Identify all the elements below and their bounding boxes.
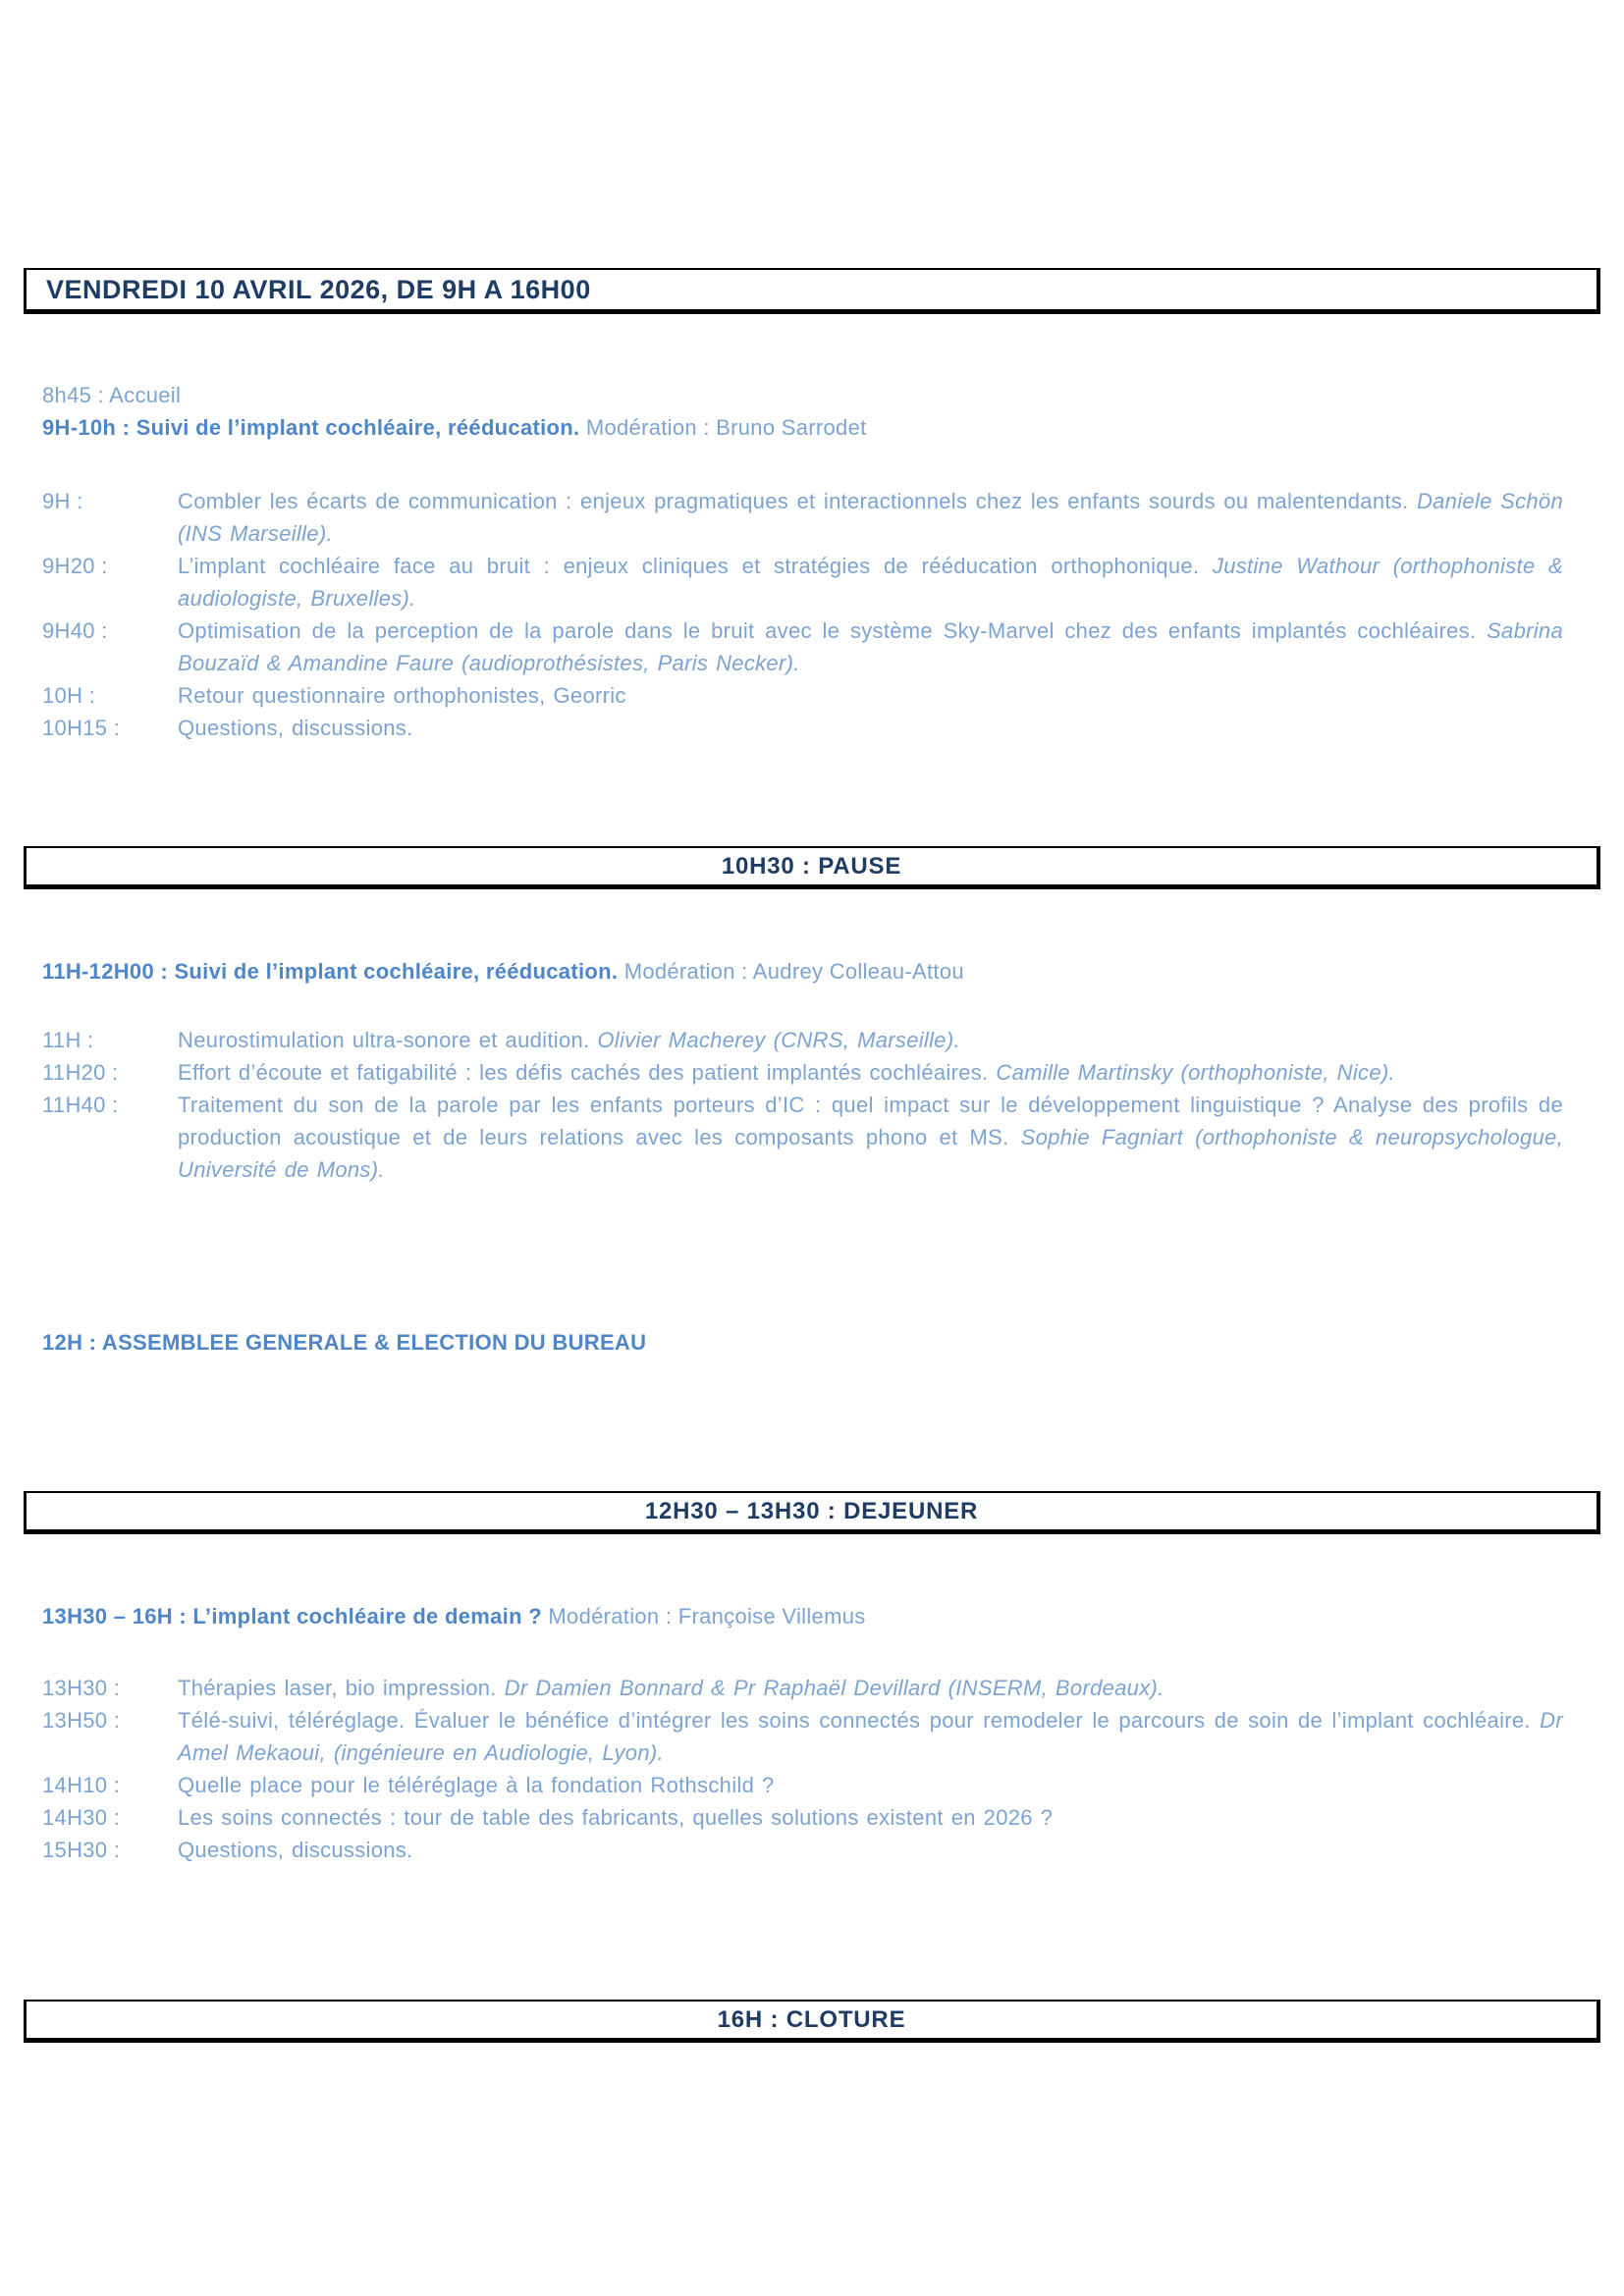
item-description: [178, 614, 1563, 679]
item-description: [178, 1834, 1563, 1866]
item-speaker: Olivier Macherey (CNRS, Marseille).: [597, 1028, 960, 1052]
item-speaker: Justine Wathour (orthophoniste & audiologiste, Bruxelles).: [178, 554, 1563, 611]
session-3-heading: [42, 1600, 1563, 1632]
session-2-heading: [42, 955, 1563, 988]
page-title: VENDREDI 10 AVRIL 2026, DE 9H A 16H00: [46, 274, 591, 304]
item-description: [178, 1024, 1563, 1056]
item-text: Traitement du son de la parole par les enfants porteurs d’IC : quel impact sur le développement linguistique ? Analyse des profils de production acoustique et de leurs relations avec les composants phono et MS.: [178, 1093, 1563, 1149]
item-text: Neurostimulation ultra-sonore et audition.: [178, 1028, 590, 1052]
item-time: 13H30 :: [42, 1676, 121, 1700]
session-2-heading-block: [42, 955, 1563, 988]
item-speaker: Sabrina Bouzaïd & Amandine Faure (audioprothésistes, Paris Necker).: [178, 618, 1564, 675]
session-3-schedule: [42, 1672, 1563, 1866]
assembly-block: [42, 1326, 1563, 1359]
schedule-item: [42, 1089, 1563, 1186]
item-time: 11H20 :: [42, 1060, 119, 1085]
item-time: 9H40 :: [42, 618, 108, 643]
assembly-line: 12H : ASSEMBLEE GENERALE & ELECTION DU BUREAU: [42, 1330, 647, 1355]
item-time: 10H :: [42, 683, 96, 708]
item-description: [178, 1769, 1563, 1801]
item-text: Combler les écarts de communication : enjeux pragmatiques et interactionnels chez les enfants sourds ou malentendants.: [178, 489, 1409, 513]
item-text: Quelle place pour le téléréglage à la fondation Rothschild ?: [178, 1773, 775, 1797]
item-description: [178, 1089, 1563, 1186]
item-time: 9H20 :: [42, 554, 108, 578]
pause-banner: [24, 846, 1600, 889]
schedule-item: [42, 1801, 1563, 1834]
item-text: Effort d’écoute et fatigabilité : les défis cachés des patient implantés cochléaires.: [178, 1060, 989, 1085]
item-description: [178, 550, 1563, 614]
schedule-item: [42, 1056, 1563, 1089]
session-1-moderation: Modération : Bruno Sarrodet: [585, 415, 867, 440]
item-time: 13H50 :: [42, 1708, 121, 1733]
schedule-item: [42, 1834, 1563, 1866]
item-text: Thérapies laser, bio impression.: [178, 1676, 497, 1700]
item-time: 15H30 :: [42, 1838, 121, 1862]
item-speaker: Dr Amel Mekaoui, (ingénieure en Audiologie, Lyon).: [178, 1708, 1563, 1765]
session-3-title: 13H30 – 16H : L’implant cochléaire de demain ?: [42, 1604, 542, 1629]
session-1-schedule: [42, 485, 1563, 744]
session-1-title: 9H-10h : Suivi de l’implant cochléaire, rééducation.: [42, 415, 580, 440]
session-3-moderation: Modération : Françoise Villemus: [548, 1604, 866, 1629]
item-time: 14H30 :: [42, 1805, 121, 1830]
schedule-item: [42, 1704, 1563, 1769]
item-description: [178, 1672, 1563, 1704]
item-text: Les soins connectés : tour de table des fabricants, quelles solutions existent en 2026 ?: [178, 1805, 1054, 1830]
item-speaker: Sophie Fagniart (orthophoniste & neuropsychologue, Université de Mons).: [178, 1125, 1563, 1182]
item-description: [178, 485, 1563, 550]
item-text: Optimisation de la perception de la parole dans le bruit avec le système Sky-Marvel chez des enfants implantés cochléaires.: [178, 618, 1477, 643]
item-description: [178, 1801, 1563, 1834]
item-description: [178, 1704, 1563, 1769]
schedule-item: [42, 550, 1563, 614]
closing-banner-label: 16H : CLOTURE: [717, 2005, 906, 2033]
item-time: 9H :: [42, 489, 83, 513]
item-speaker: Camille Martinsky (orthophoniste, Nice).: [996, 1060, 1395, 1085]
intro-block: [42, 379, 1563, 444]
schedule-item: [42, 1024, 1563, 1056]
lunch-banner: [24, 1491, 1600, 1534]
item-description: [178, 679, 1563, 712]
accueil-line: 8h45 : Accueil: [42, 383, 182, 407]
item-time: 11H :: [42, 1028, 94, 1052]
item-text: L’implant cochléaire face au bruit : enjeux cliniques et stratégies de rééducation orthophonique.: [178, 554, 1200, 578]
item-text: Questions, discussions.: [178, 1838, 413, 1862]
item-text: Télé-suivi, téléréglage. Évaluer le bénéfice d’intégrer les soins connectés pour remodeler le parcours de soin de l’implant cochléaire.: [178, 1708, 1531, 1733]
session-2-moderation: Modération : Audrey Colleau-Attou: [623, 959, 964, 984]
item-time: 11H40 :: [42, 1093, 119, 1117]
item-description: [178, 1056, 1563, 1089]
schedule-item: [42, 1769, 1563, 1801]
item-text: Retour questionnaire orthophonistes, Georric: [178, 683, 626, 708]
pause-banner-label: 10H30 : PAUSE: [721, 852, 902, 880]
schedule-item: [42, 679, 1563, 712]
item-time: 10H15 :: [42, 716, 121, 740]
closing-banner: [24, 2000, 1600, 2043]
item-text: Questions, discussions.: [178, 716, 413, 740]
item-time: 14H10 :: [42, 1773, 121, 1797]
schedule-item: [42, 712, 1563, 744]
title-banner: [24, 268, 1600, 314]
session-2-title: 11H-12H00 : Suivi de l’implant cochléaire, rééducation.: [42, 959, 619, 984]
session-2-schedule: [42, 1024, 1563, 1186]
item-speaker: Dr Damien Bonnard & Pr Raphaël Devillard (INSERM, Bordeaux).: [504, 1676, 1164, 1700]
session-1-heading: [42, 411, 1563, 444]
schedule-item: [42, 614, 1563, 679]
session-3-heading-block: [42, 1600, 1563, 1632]
lunch-banner-label: 12H30 – 13H30 : DEJEUNER: [644, 1497, 979, 1524]
item-description: [178, 712, 1563, 744]
schedule-item: [42, 1672, 1563, 1704]
schedule-item: [42, 485, 1563, 550]
item-speaker: Daniele Schön (INS Marseille).: [178, 489, 1563, 546]
